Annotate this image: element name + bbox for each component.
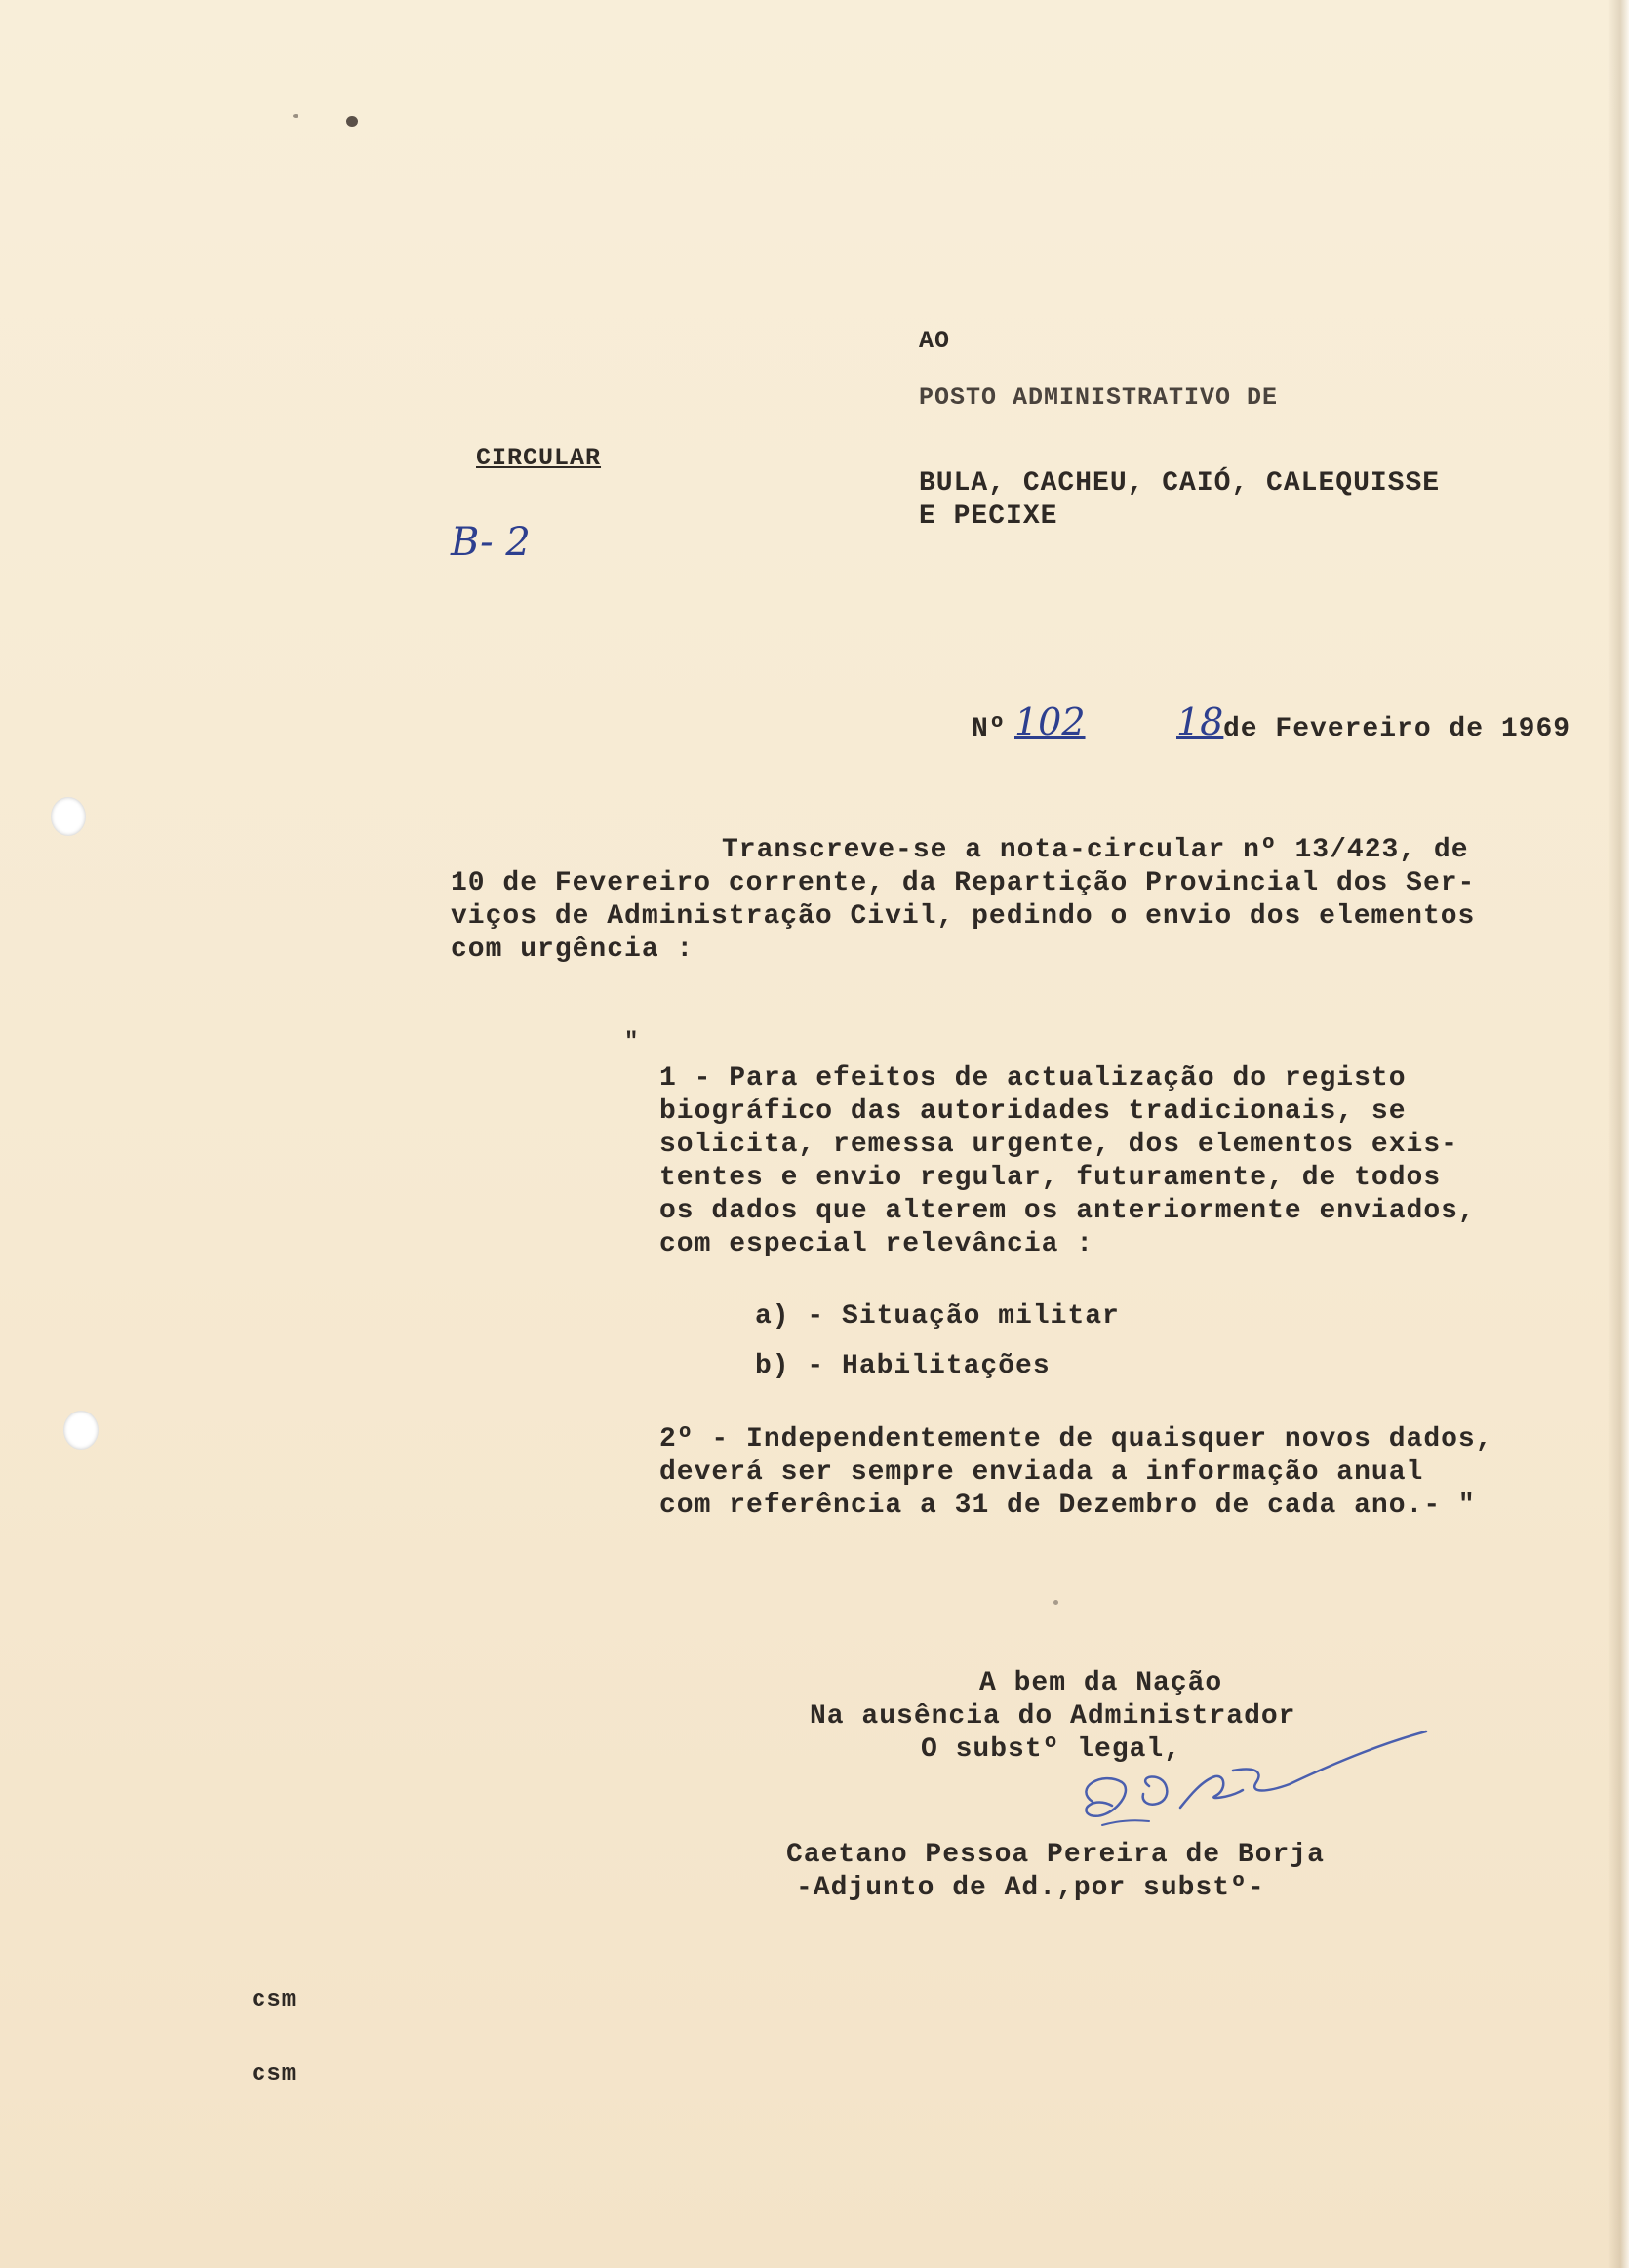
typist-initials: csm	[252, 1987, 298, 2013]
date-text: de Fevereiro de 1969	[1223, 714, 1571, 744]
open-quote-mark: "	[624, 1029, 640, 1055]
item-line: tentes e envio regular, futuramente, de todos	[659, 1163, 1442, 1193]
handwritten-day: 18	[1176, 700, 1224, 743]
handwritten-reference: B- 2	[451, 520, 531, 565]
item-line: deverá ser sempre enviada a informação anual	[659, 1457, 1424, 1488]
closing-salutation: A bem da Nação	[979, 1668, 1223, 1698]
item-line: 2º - Independentemente de quaisquer novos dados,	[659, 1424, 1493, 1454]
item-line: com referência a 31 de Dezembro de cada ano.- "	[659, 1491, 1476, 1521]
signatory-name: Caetano Pessoa Pereira de Borja	[786, 1840, 1325, 1870]
ink-speck	[293, 114, 298, 118]
item-line: 1 - Para efeitos de actualização do registo	[659, 1063, 1407, 1094]
circular-label: CIRCULAR	[476, 444, 602, 472]
addressee-line: POSTO ADMINISTRATIVO DE	[919, 383, 1279, 412]
intro-line: com urgência :	[451, 935, 695, 965]
addressee-places-1: BULA, CACHEU, CAIÓ, CALEQUISSE	[919, 468, 1441, 498]
intro-line: Transcreve-se a nota-circular nº 13/423, de	[722, 835, 1469, 865]
handwritten-number: 102	[1014, 700, 1086, 743]
typist-initials: csm	[252, 2061, 298, 2088]
page-edge-shadow	[1608, 0, 1629, 2268]
signatory-title: -Adjunto de Ad.,por substº-	[796, 1873, 1265, 1903]
item-line: biográfico das autoridades tradicionais, se	[659, 1096, 1407, 1127]
item-line: os dados que alterem os anteriormente enviados,	[659, 1196, 1476, 1226]
item-line: solicita, remessa urgente, dos elementos exis-	[659, 1130, 1458, 1160]
addressee-to: AO	[919, 327, 951, 355]
ink-speck	[1053, 1600, 1058, 1605]
intro-line: 10 de Fevereiro corrente, da Repartição Provincial dos Ser-	[451, 868, 1476, 898]
punch-hole-bottom	[63, 1411, 99, 1450]
ink-speck	[346, 116, 358, 127]
intro-line: viços de Administração Civil, pedindo o envio dos elementos	[451, 901, 1476, 932]
punch-hole-top	[51, 797, 86, 836]
closing-substitute-line: O substº legal,	[921, 1734, 1182, 1765]
addressee-places-2: E PECIXE	[919, 501, 1058, 532]
item-line: com especial relevância :	[659, 1229, 1094, 1259]
sub-item-b: b) - Habilitações	[755, 1351, 1051, 1381]
sub-item-a: a) - Situação militar	[755, 1301, 1120, 1332]
number-prefix: Nº	[972, 714, 1007, 744]
handwritten-signature	[1034, 1712, 1444, 1853]
closing-absence-line: Na ausência do Administrador	[810, 1701, 1296, 1731]
